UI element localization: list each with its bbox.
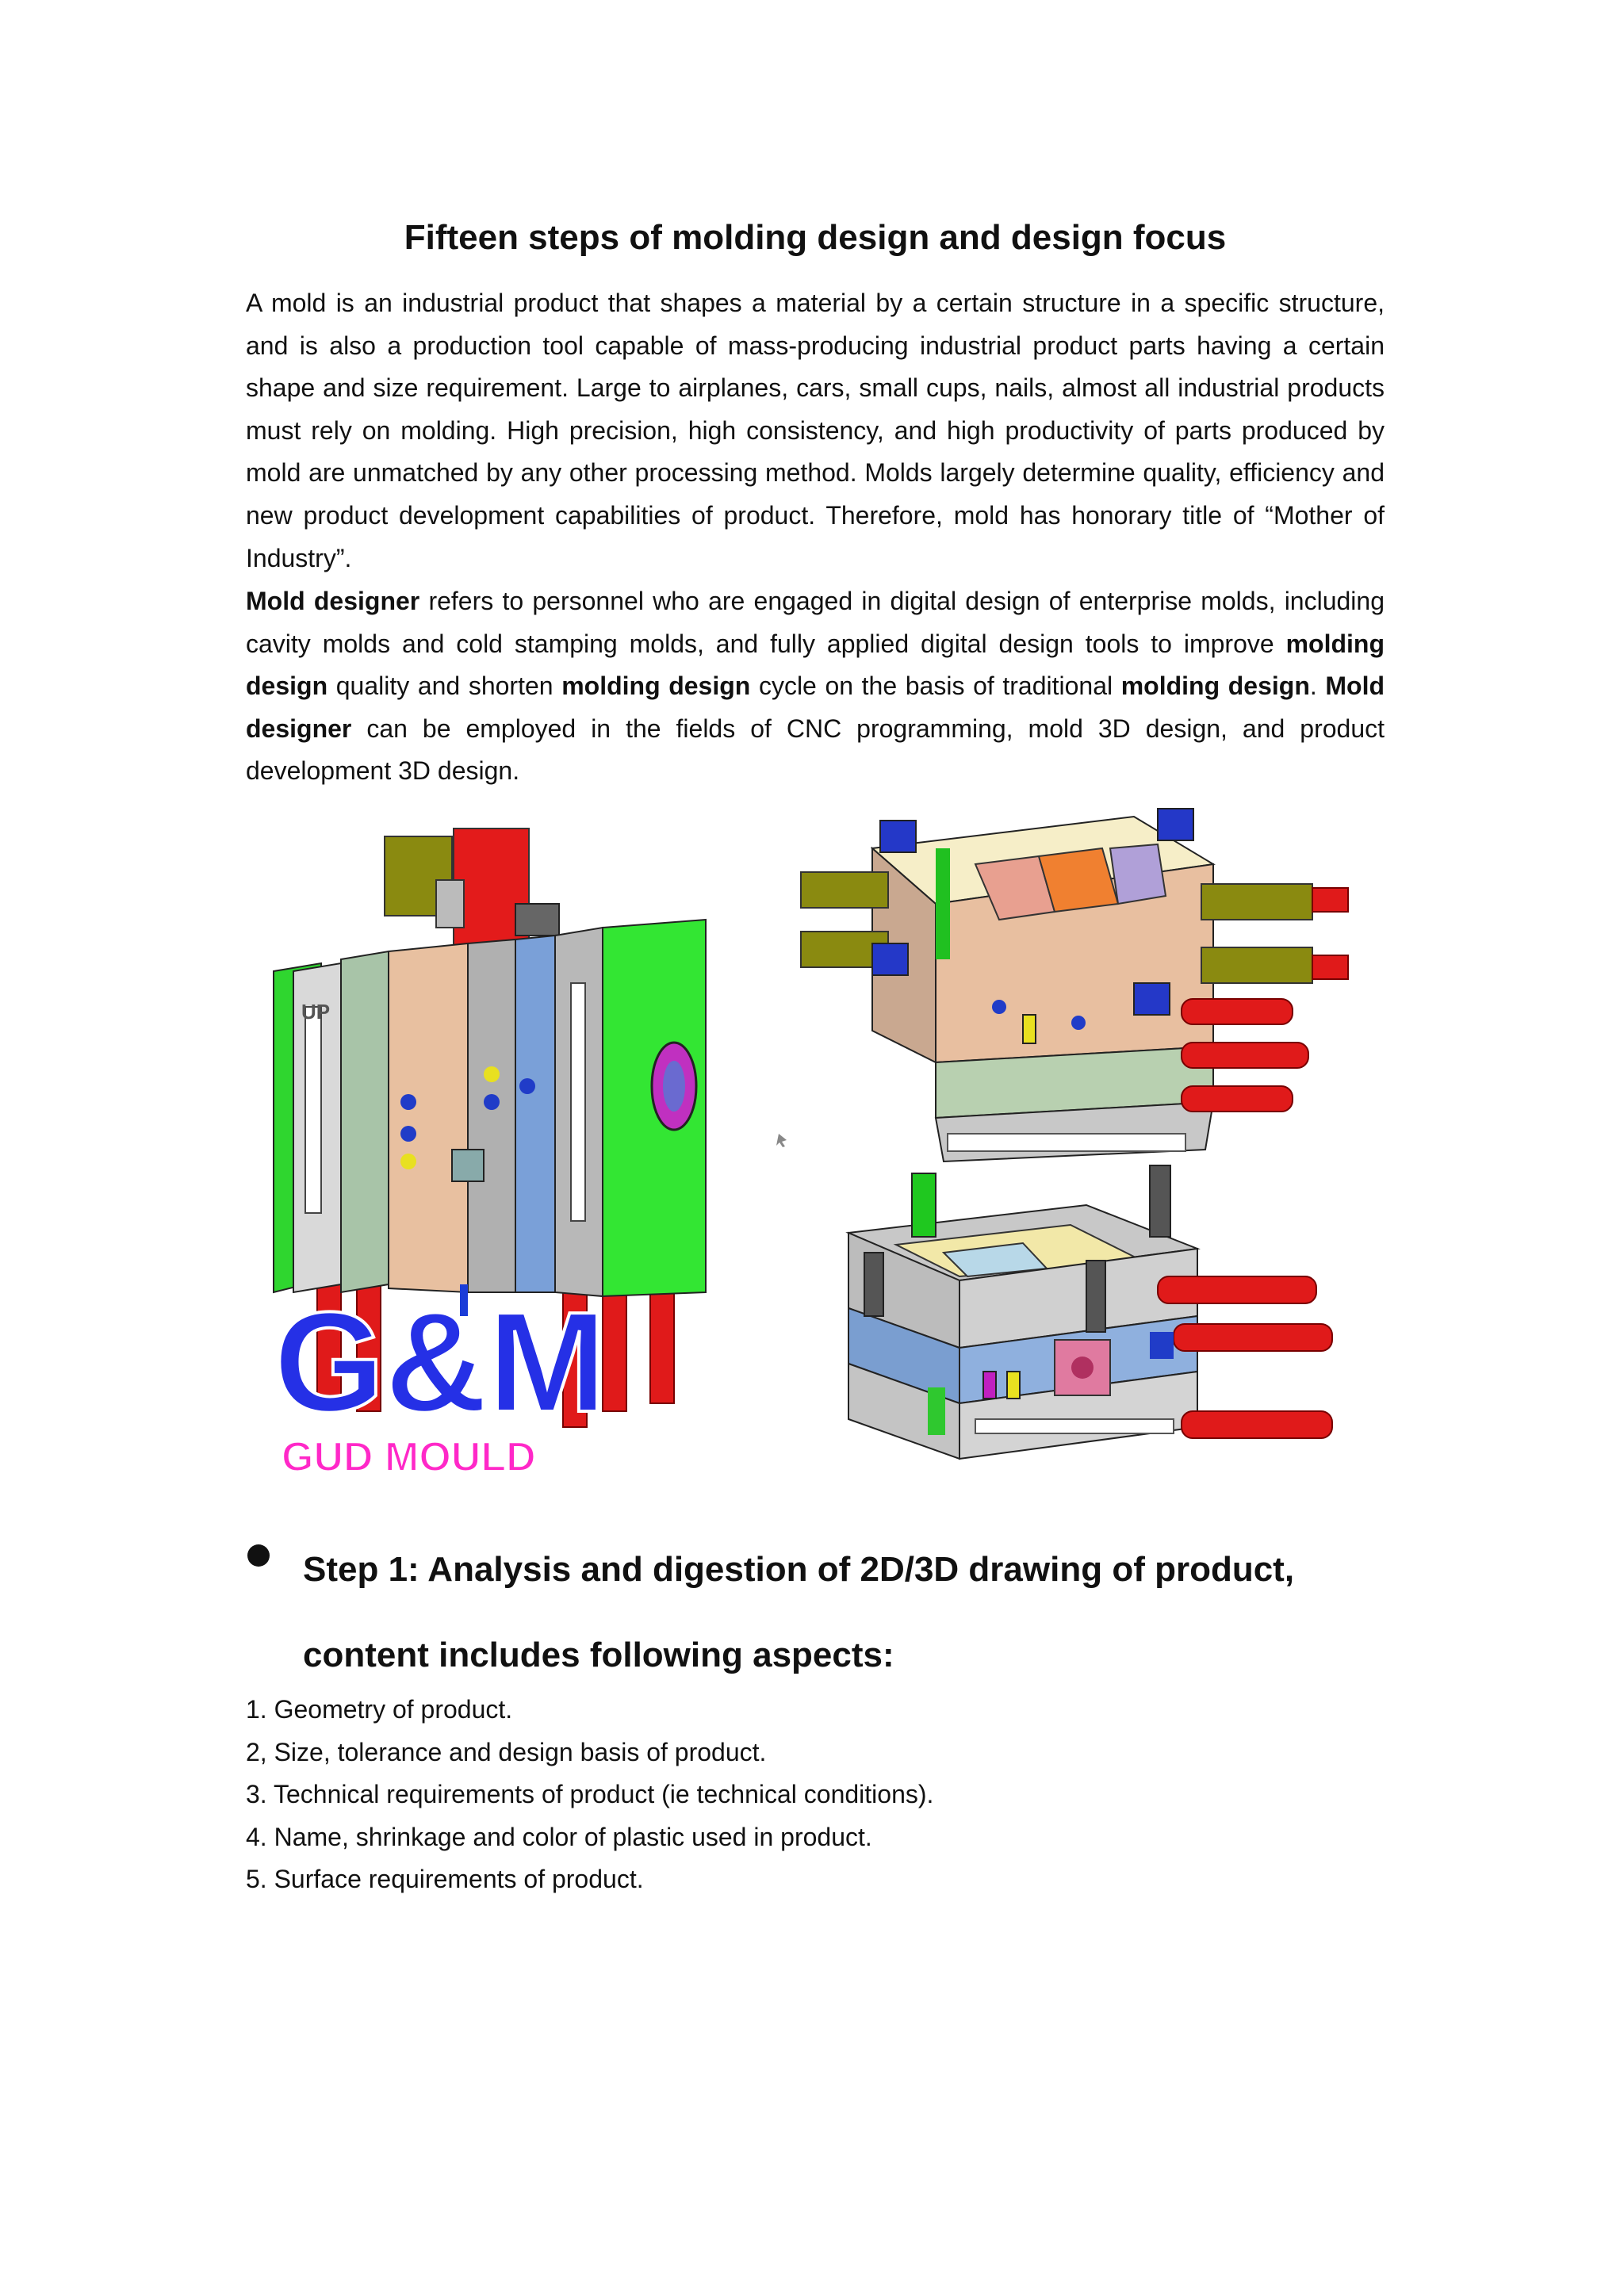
list-item: 2, Size, tolerance and design basis of product. (246, 1737, 767, 1766)
bold-term: Mold designer (246, 672, 1385, 743)
mold-illustration (246, 801, 1388, 1502)
step-1-aspects-list (246, 1689, 1385, 1901)
paragraph-text: refers to personnel who are engaged in digital design of enterprise molds, including cavity molds and cold stamping molds, and fully applied digital design tools to improve (246, 587, 1385, 658)
bold-term: molding design (1120, 672, 1310, 701)
list-item: 1. Geometry of product. (246, 1695, 513, 1724)
mold-designer-paragraph (246, 580, 1385, 793)
mold-bottom-right-rendering (848, 1165, 1332, 1459)
paragraph-text: quality and shorten (327, 672, 562, 701)
document-title: Fifteen steps of molding design and design focus (404, 218, 1227, 257)
up-label: UP (301, 1000, 331, 1024)
company-logo-subtext: GUD MOULD (282, 1434, 536, 1480)
mold-left-rendering (274, 828, 706, 1480)
intro-paragraph: A mold is an industrial product that shapes a material by a certain structure in a specific structure, and is also a production tool capable of mass-producing industrial product parts having a certain shape and size requirement. Large to airplanes, cars, small cups, nails, almost all industrial products must rely on molding. High precision, high consistency, and high productivity of parts produced by mold are unmatched by any other processing method. Molds largely determine quality, efficiency and new product development capabilities of product. Therefore, mold has honorary title of “Mother of Industry”. (246, 289, 1385, 572)
list-item: 4. Name, shrinkage and color of plastic used in product. (246, 1822, 872, 1851)
paragraph-text: cycle on the basis of traditional (750, 672, 1121, 701)
cursor-icon (776, 1134, 787, 1147)
list-item: 5. Surface requirements of product. (246, 1865, 644, 1894)
bold-term: molding design (246, 629, 1385, 701)
step-1-heading: Step 1: Analysis and digestion of 2D/3D drawing of product, content includes following aspects: (303, 1550, 1295, 1674)
list-item: 3. Technical requirements of product (ie technical conditions). (246, 1780, 934, 1809)
paragraph-text: . (1309, 672, 1326, 701)
bold-term: molding design (561, 672, 751, 701)
mold-3d-renderings-figure (246, 801, 1388, 1502)
mold-top-right-rendering (801, 809, 1348, 1161)
paragraph-text: can be employed in the fields of CNC programming, mold 3D design, and product development 3D design. (246, 714, 1385, 786)
company-logo: G&M (274, 1283, 607, 1442)
bullet-icon (247, 1544, 270, 1567)
bold-term: Mold designer (246, 587, 420, 615)
